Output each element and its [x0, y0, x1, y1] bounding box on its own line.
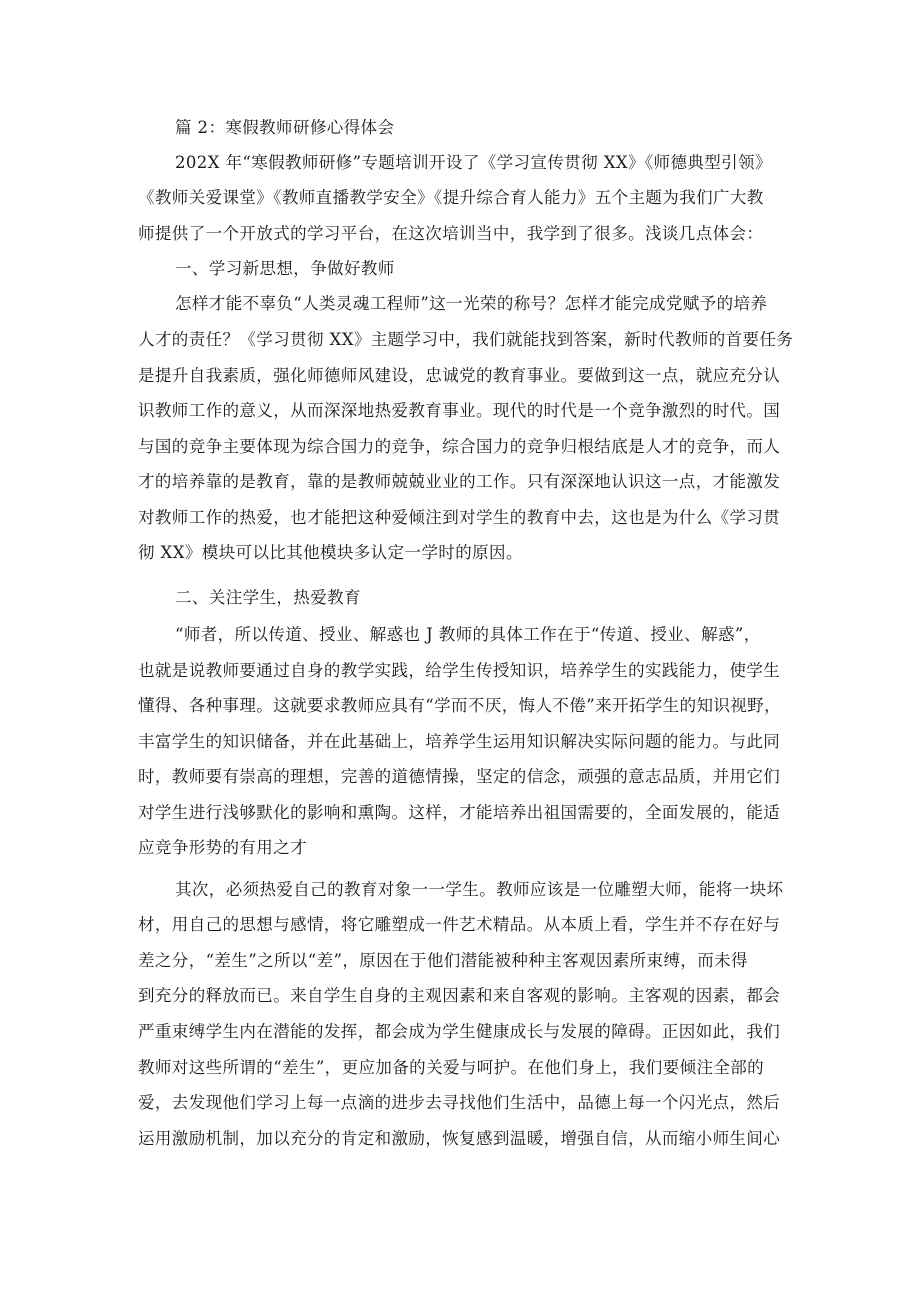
section-heading: 二、关注学生，热爱教育	[175, 588, 361, 607]
paragraph-line: 是提升自我素质，强化师德师风建设，忠诚党的教育事业。要做到这一点，就应充分认	[138, 366, 781, 385]
paragraph-line: 到充分的释放而已。来自学生自身的主观因素和来自客观的影响。主客观的因素，都会	[138, 986, 781, 1005]
paragraph-line: 彻 XX》模块可以比其他模块多认定一学时的原因。	[138, 543, 523, 562]
paragraph-line: 202X 年“寒假教师研修”专题培训开设了《学习宣传贯彻 XX》《师德典型引领》	[175, 153, 772, 172]
paragraph-line: 丰富学生的知识储备，并在此基础上，培养学生运用知识解决实际问题的能力。与此同	[138, 732, 781, 751]
paragraph-line: 才的培养靠的是教育，靠的是教师兢兢业业的工作。只有深深地认识这一点，才能激发	[138, 472, 781, 491]
paragraph-line: 对学生进行浅够默化的影响和熏陶。这样，才能培养出祖国需要的，全面发展的，能适	[138, 803, 781, 822]
section-heading: 一、学习新思想，争做好教师	[175, 259, 395, 278]
paragraph-line: 严重束缚学生内在潜能的发挥，都会成为学生健康成长与发展的障碍。正因如此，我们	[138, 1022, 781, 1041]
paragraph-line: 差之分，“差生”之所以“差”，原因在于他们潜能被种种主客观因素所束缚，而未得	[138, 951, 748, 970]
paragraph-line: 也就是说教师要通过自身的教学实践，给学生传授知识，培养学生的实践能力，使学生	[138, 661, 781, 680]
paragraph-line: “师者，所以传道、授业、解惑也 J 教师的具体工作在于“传道、授业、解惑”，	[175, 625, 761, 644]
paragraph-line: 教师对这些所谓的“差生”，更应加备的关爱与呵护。在他们身上，我们要倾注全部的	[138, 1058, 765, 1077]
paragraph-line: 对教师工作的热爱，也才能把这种爱倾注到对学生的教育中去，这也是为什么《学习贯	[138, 508, 781, 527]
paragraph-line: 识教师工作的意义，从而深深地热爱教育事业。现代的时代是一个竞争激烈的时代。国	[138, 401, 781, 420]
paragraph-line: 时，教师要有崇高的理想，完善的道德情操，坚定的信念，顽强的意志品质，并用它们	[138, 767, 781, 786]
paragraph-line: 应竞争形势的有用之才	[138, 838, 307, 857]
document-title: 篇 2：寒假教师研修心得体会	[175, 118, 395, 137]
paragraph-line: 怎样才能不辜负“人类灵魂工程师”这一光荣的称号？怎样才能完成党赋予的培养	[175, 294, 768, 313]
paragraph-line: 师提供了一个开放式的学习平台，在这次培训当中，我学到了很多。浅谈几点体会：	[138, 224, 764, 243]
paragraph-line: 材，用自己的思想与感情，将它雕塑成一件艺术精品。从本质上看，学生并不存在好与	[138, 915, 781, 934]
paragraph-line: 人才的责任？《学习贯彻 XX》主题学习中，我们就能找到答案，新时代教师的首要任务	[138, 330, 794, 349]
paragraph-line: 《教师关爱课堂》《教师直播教学安全》《提升综合育人能力》五个主题为我们广大教	[138, 188, 764, 207]
paragraph-line: 懂得、各种事理。这就要求教师应具有“学而不厌，悔人不倦”来开拓学生的知识视野，	[138, 696, 781, 715]
paragraph-line: 与国的竞争主要体现为综合国力的竞争，综合国力的竞争归根结底是人才的竞争，而人	[138, 437, 781, 456]
paragraph-line: 其次，必须热爱自己的教育对象一一学生。教师应该是一位雕塑大师，能将一块坏	[175, 880, 784, 899]
paragraph-line: 爱，去发现他们学习上每一点滴的进步去寻找他们生活中，品德上每一个闪光点，然后	[138, 1093, 781, 1112]
paragraph-line: 运用激励机制，加以充分的肯定和激励，恢复感到温暖，增强自信，从而缩小师生间心	[138, 1129, 781, 1148]
